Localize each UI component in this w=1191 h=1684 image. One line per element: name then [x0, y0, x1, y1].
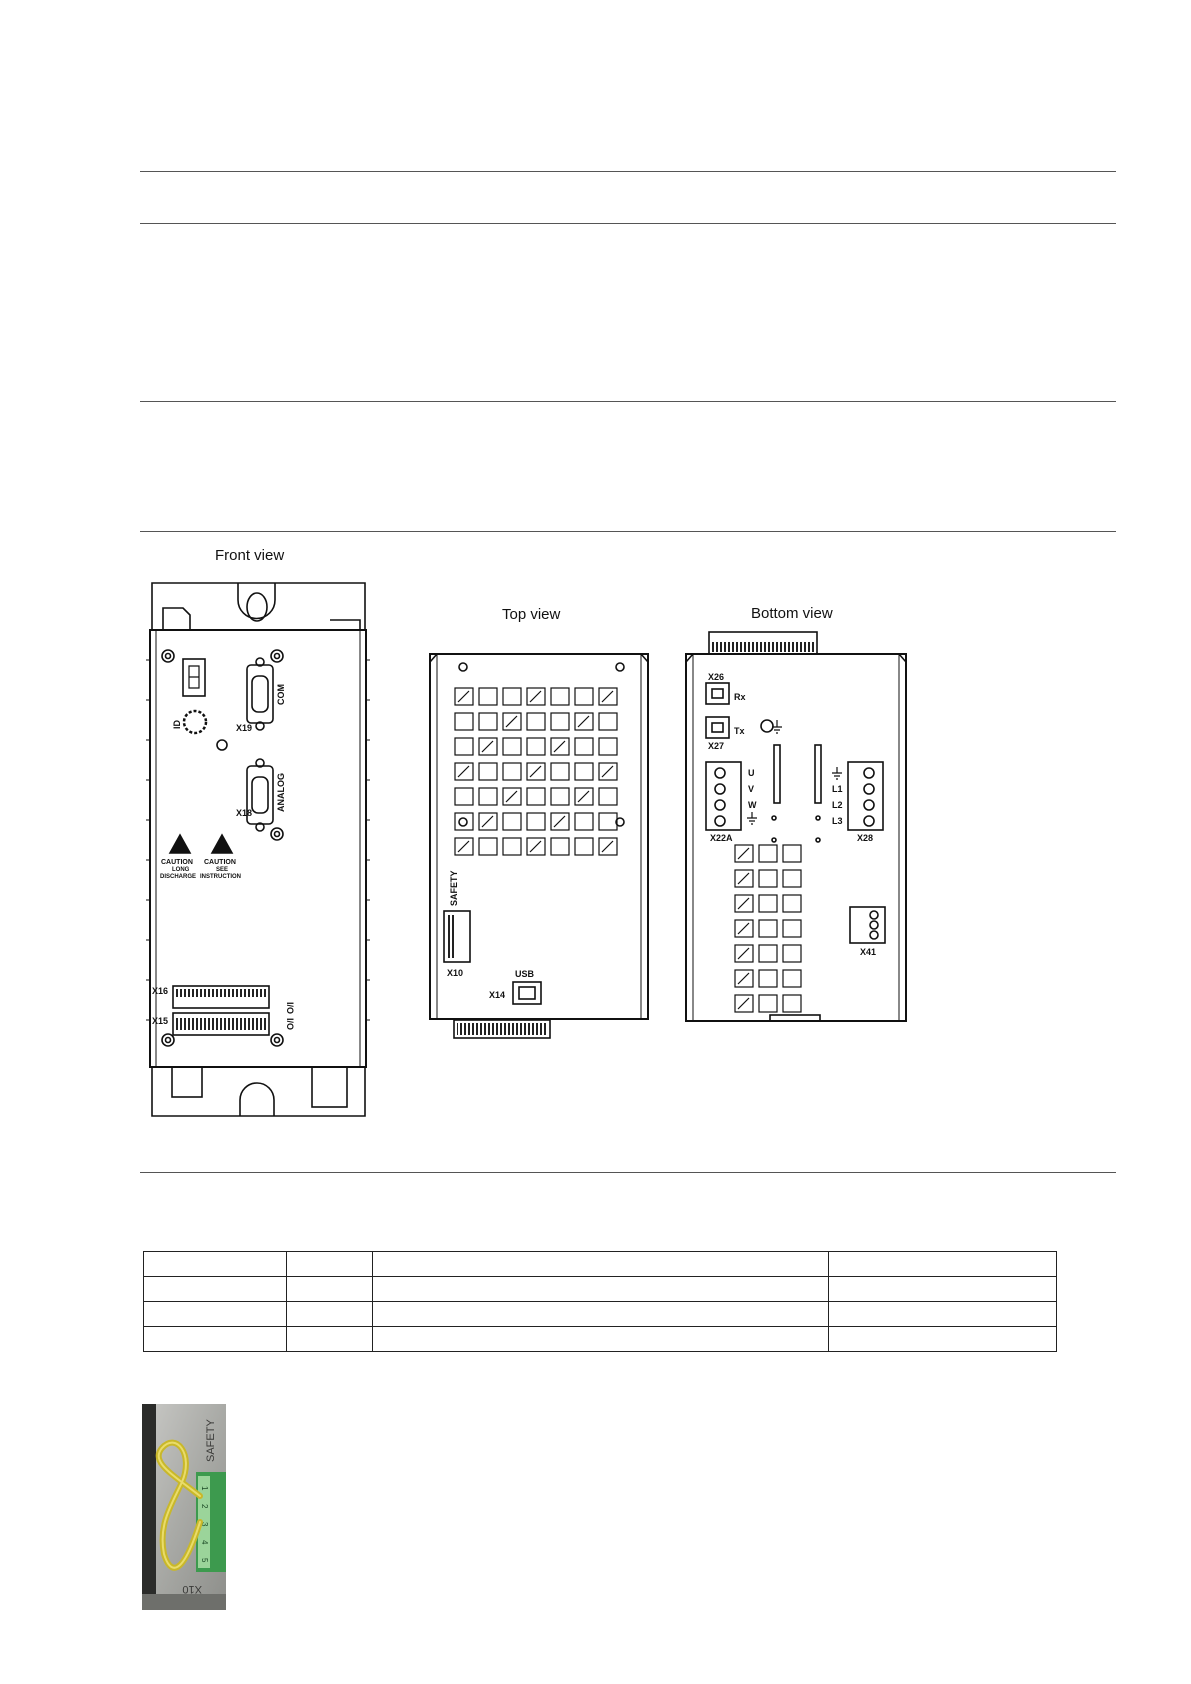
- safety-label: SAFETY: [449, 870, 459, 906]
- caution-2-line1: CAUTION: [204, 859, 236, 866]
- vent-slot: [551, 763, 569, 780]
- vent-shading: [738, 998, 749, 1009]
- v-label: V: [748, 784, 755, 794]
- ground-icon: [747, 720, 842, 824]
- vent-slot: [551, 788, 569, 805]
- vent-slot: [503, 738, 521, 755]
- id-label: ID: [172, 720, 182, 729]
- vent-shading: [506, 791, 517, 802]
- vent-shading: [738, 923, 749, 934]
- vent-shading: [482, 816, 493, 827]
- x16-label: X16: [152, 986, 169, 996]
- table-row: [144, 1277, 1057, 1302]
- tx-label: Tx: [734, 726, 745, 736]
- vent-slot: [759, 870, 777, 887]
- x15-io-label: I/O: [285, 1018, 295, 1031]
- front-view-title: Front view: [215, 547, 285, 564]
- vent-slot: [455, 788, 473, 805]
- vent-slot: [759, 845, 777, 862]
- l2-label: L2: [832, 800, 843, 810]
- vent-shading: [554, 741, 565, 752]
- vent-slot: [759, 970, 777, 987]
- safety-jumper-photo: [142, 1404, 226, 1610]
- l1-label: L1: [832, 784, 843, 794]
- x16-io-label: I/O: [285, 1002, 295, 1015]
- pin-label: 1: [200, 1486, 209, 1491]
- pin-label: 4: [200, 1540, 209, 1545]
- vent-shading: [506, 716, 517, 727]
- rx-label: Rx: [734, 692, 746, 702]
- vent-slot: [575, 763, 593, 780]
- x10-label: X10: [447, 968, 464, 978]
- table-row: [144, 1252, 1057, 1277]
- caution-1-line3: DISCHARGE: [160, 874, 197, 880]
- vent-shading: [458, 691, 469, 702]
- front-view: [146, 583, 370, 1116]
- vent-slot: [575, 838, 593, 855]
- vent-slot: [551, 838, 569, 855]
- vent-slot: [527, 813, 545, 830]
- vent-slot: [503, 838, 521, 855]
- table-row: [144, 1302, 1057, 1327]
- vent-slot: [783, 920, 801, 937]
- vent-shading: [738, 873, 749, 884]
- analog-label: ANALOG: [276, 773, 286, 812]
- vent-shading: [738, 973, 749, 984]
- w-label: W: [748, 800, 757, 810]
- x41-label: X41: [860, 947, 877, 957]
- vent-slot: [783, 945, 801, 962]
- vent-shading: [554, 816, 565, 827]
- vent-shading: [458, 766, 469, 777]
- usb-label: USB: [515, 969, 535, 979]
- vent-slot: [527, 738, 545, 755]
- u-label: U: [748, 768, 755, 778]
- vent-slot: [575, 738, 593, 755]
- vent-shading: [482, 741, 493, 752]
- caution-2-line2: SEE: [216, 867, 229, 873]
- l3-label: L3: [832, 816, 843, 826]
- vent-slot: [783, 845, 801, 862]
- x19-label: X19: [236, 723, 253, 733]
- x18-label: X18: [236, 808, 253, 818]
- x26-label: X26: [708, 672, 725, 682]
- top-view: [430, 654, 648, 1038]
- pin-label: 3: [200, 1522, 209, 1527]
- vent-slot: [575, 688, 593, 705]
- vent-slot: [783, 970, 801, 987]
- vent-slot: [599, 788, 617, 805]
- vent-slot: [455, 713, 473, 730]
- vent-slot: [759, 920, 777, 937]
- vent-shading: [602, 691, 613, 702]
- vent-slot: [527, 788, 545, 805]
- photo-x10-label: X10: [182, 1583, 202, 1595]
- pin-label: 5: [200, 1558, 209, 1563]
- vent-slot: [479, 788, 497, 805]
- com-label: COM: [276, 684, 286, 705]
- photo-safety-label: SAFETY: [205, 1419, 217, 1462]
- vent-shading: [530, 766, 541, 777]
- vent-slot: [479, 763, 497, 780]
- vent-slot: [503, 763, 521, 780]
- vent-slot: [503, 813, 521, 830]
- vent-slot: [575, 813, 593, 830]
- x15-label: X15: [152, 1016, 169, 1026]
- vent-shading: [530, 691, 541, 702]
- vent-shading: [530, 841, 541, 852]
- vent-shading: [458, 841, 469, 852]
- x14-label: X14: [489, 990, 506, 1000]
- vent-shading: [578, 716, 589, 727]
- vent-slot: [783, 895, 801, 912]
- vent-slot: [783, 995, 801, 1012]
- x28-label: X28: [857, 833, 874, 843]
- vent-slot: [783, 870, 801, 887]
- vent-slot: [599, 813, 617, 830]
- vent-shading: [738, 848, 749, 859]
- bottom-view-title: Bottom view: [751, 605, 833, 622]
- vent-slot: [479, 713, 497, 730]
- vent-slot: [503, 688, 521, 705]
- connector-table: [143, 1251, 1057, 1352]
- caution-2-line3: INSTRUCTION: [200, 874, 241, 880]
- pin-label: 2: [200, 1504, 209, 1509]
- vent-shading: [602, 766, 613, 777]
- top-view-title: Top view: [502, 606, 561, 623]
- caution-1-line1: CAUTION: [161, 859, 193, 866]
- vent-shading: [738, 948, 749, 959]
- vent-shading: [602, 841, 613, 852]
- bottom-view: [686, 632, 906, 1021]
- table-row: [144, 1327, 1057, 1352]
- vent-slot: [759, 895, 777, 912]
- vent-slot: [599, 738, 617, 755]
- caution-1-line2: LONG: [172, 867, 190, 873]
- vent-shading: [578, 791, 589, 802]
- vent-slot: [551, 713, 569, 730]
- vent-slot: [479, 838, 497, 855]
- vent-slot: [527, 713, 545, 730]
- vent-slot: [551, 688, 569, 705]
- vent-slot: [759, 995, 777, 1012]
- x22a-label: X22A: [710, 833, 733, 843]
- vent-slot: [759, 945, 777, 962]
- x27-label: X27: [708, 741, 725, 751]
- vent-shading: [738, 898, 749, 909]
- vent-slot: [479, 688, 497, 705]
- vent-slot: [599, 713, 617, 730]
- vent-slot: [455, 813, 473, 830]
- vent-slot: [455, 738, 473, 755]
